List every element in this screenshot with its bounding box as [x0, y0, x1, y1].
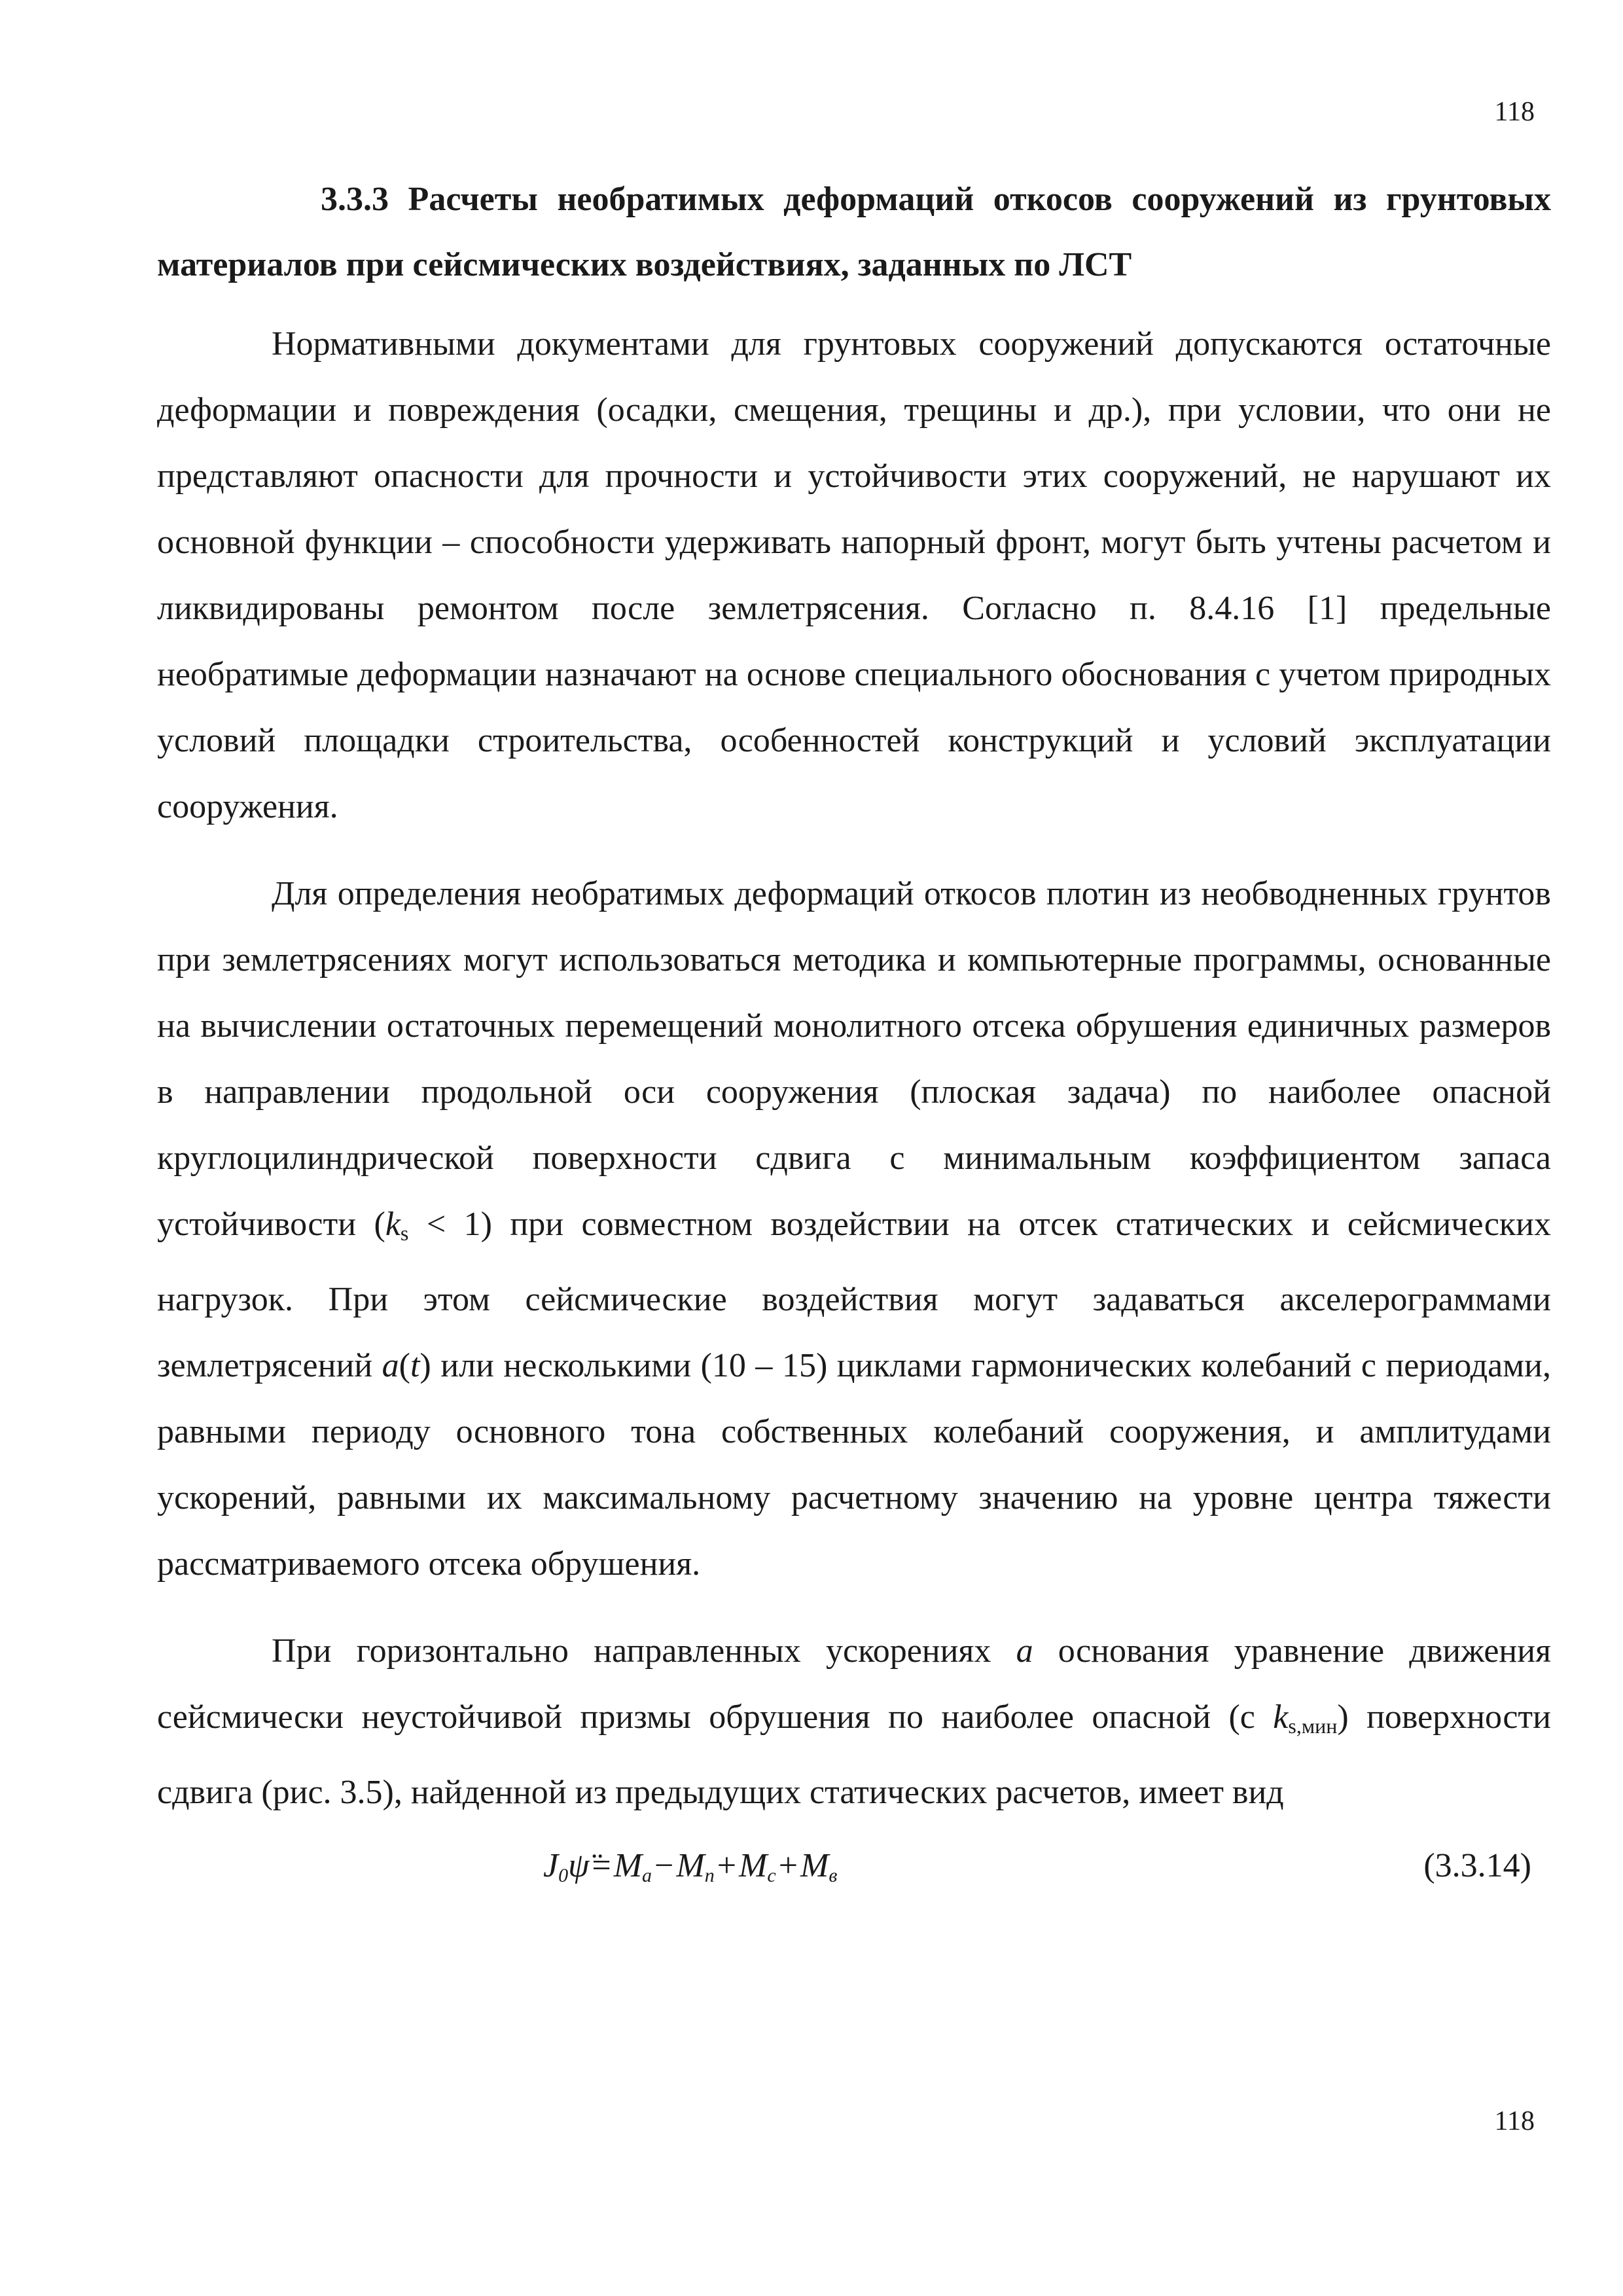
k-subscript: s,мин	[1288, 1714, 1338, 1738]
paragraph-3: При горизонтально направленных ускорениях a основания уравнение движения сейсмически неустойчивой призмы обрушения по наиболее опасной (с $k_{s,мин}$) поверхности сдвига (рис. 3.5), найденной из предыдущих статических расчетов, имеет вид	[157, 1632, 1551, 1811]
k-symbol: k	[1273, 1698, 1289, 1736]
page-content	[157, 167, 1551, 1905]
page-number-bottom: 118	[1494, 2106, 1535, 2136]
ks-symbol: k	[385, 1206, 401, 1243]
ks-subscript: s	[400, 1221, 409, 1245]
section-heading: 3.3.3 Расчеты необратимых деформаций откосов сооружений из грунтовых материалов при сейсмических воздействиях, заданных по ЛСТ	[157, 181, 1551, 283]
paragraph-2: Для определения необратимых деформаций откосов плотин из необводненных грунтов при землетрясениях могут использоваться методика и компьютерные программы, основанные на вычислении остаточных перемещений монолитного отсека обрушения единичных размеров в направлении продольной оси сооружения (плоская задача) по наиболее опасной круглоцилиндрической поверхности сдвига с минимальным коэффициентом запаса устойчивости $(k_s < 1)$ при совместном воздействии на отсек статических и сейсмических нагрузок. При этом сейсмические воздействия могут задаваться акселерограммами землетрясений a(t) или несколькими (10 – 15) циклами гармонических колебаний с периодами, равными периоду основного тона собственных колебаний сооружения, и амплитудами ускорений, равными их максимальному расчетному значению на уровне центра тяжести рассматриваемого отсека обрушения.	[157, 875, 1551, 1583]
equation-block	[157, 1833, 1551, 1905]
t-symbol: t	[410, 1347, 420, 1384]
page-number-top: 118	[1494, 97, 1535, 127]
a-symbol: a	[382, 1347, 399, 1384]
paragraph-1: Нормативными документами для грунтовых сооружений допускаются остаточные деформации и повреждения (осадки, смещения, трещины и др.), при условии, что они не представляют опасности для прочности и устойчивости этих сооружений, не нарушают их основной функции – способности удерживать напорный фронт, могут быть учтены расчетом и ликвидированы ремонтом после землетрясения. Согласно п. 8.4.16 [1] предельные необратимые деформации назначают на основе специального обоснования с учетом природных условий площадки строительства, особенностей конструкций и условий эксплуатации сооружения.	[157, 325, 1551, 825]
equation-number: (3.3.14)	[1423, 1847, 1531, 1884]
equation-formula: $J_0\psï=M_a-M_п+M_c+M_в$	[543, 1847, 838, 1886]
a-symbol: a	[1016, 1632, 1033, 1670]
